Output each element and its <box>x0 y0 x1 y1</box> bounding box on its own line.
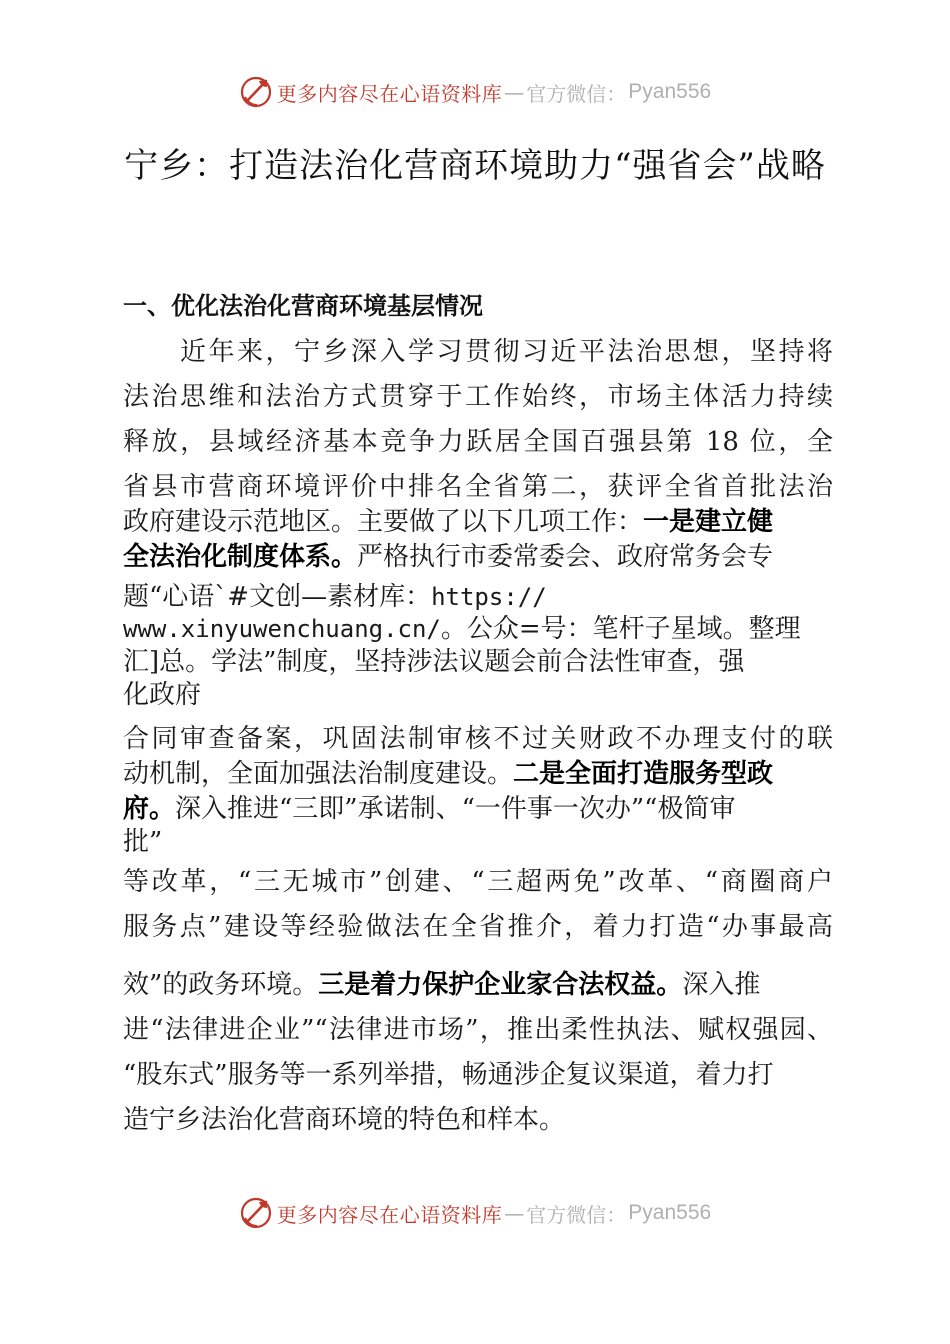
quill-logo-icon <box>239 1196 273 1230</box>
inline-url-part-1: https:// <box>431 583 547 611</box>
bold-point-three: 三是着力保护企业家合法权益。 <box>318 970 683 1000</box>
body-line-15: 等改革，“三无城市”创建、“三超两免”改革、“商圈商户 <box>123 867 833 897</box>
body-line-8 <box>123 612 833 646</box>
body-line-8-text: 。公众=号：笔杆子星域。整理 <box>440 614 801 644</box>
body-line-11: 合同审查备案，巩固法制审核不过关财政不办理支付的联 <box>123 724 833 754</box>
inline-url-part-2: www.xinyuwenchuang.cn/ <box>123 615 441 643</box>
bold-point-one-a: 一是建立健 <box>643 507 774 537</box>
body-line-18: 进“法律进企业”“法律进市场”，推出柔性执法、赋权强园、 <box>123 1015 833 1045</box>
watermark-wechat-id: Pyan556 <box>628 1201 712 1224</box>
body-line-10: 化政府 <box>123 680 202 710</box>
body-line-9: 汇]总。学法”制度，坚持涉法议题会前合法性审查，强 <box>123 647 745 677</box>
body-line-17-rest: 深入推 <box>682 970 761 1000</box>
body-line-3: 释放，县域经济基本竞争力跃居全国百强县第 18 位，全 <box>123 427 833 457</box>
body-line-20: 造宁乡法治化营商环境的特色和样本。 <box>123 1105 566 1135</box>
body-line-19: “股东式”服务等一系列举措，畅通涉企复议渠道，着力打 <box>123 1060 774 1090</box>
quill-logo-icon <box>239 75 273 109</box>
section-heading: 一、优化法治化营商环境基层情况 <box>123 292 483 320</box>
watermark-text: 更多内容尽在心语资料库 <box>276 1202 503 1227</box>
body-line-7 <box>123 580 833 614</box>
body-line-6 <box>123 540 833 574</box>
body-line-6-text: 严格执行市委常委会、政府常务会专 <box>357 542 774 572</box>
bold-point-two-a: 二是全面打造服务型政 <box>513 759 774 789</box>
watermark-banner-bottom <box>0 1193 950 1233</box>
body-line-7-text: 题“心语`#文创—素材库： <box>123 582 432 612</box>
document-title: 宁乡：打造法治化营商环境助力“强省会”战略 <box>124 146 826 186</box>
bold-point-one-b: 全法治化制度体系。 <box>123 542 358 572</box>
bold-point-two-b: 府。 <box>123 794 176 824</box>
watermark-text: 更多内容尽在心语资料库 <box>276 81 503 106</box>
body-line-16: 服务点”建设等经验做法在全省推介，着力打造“办事最高 <box>123 912 833 942</box>
body-line-13 <box>123 792 833 826</box>
watermark-wechat-label: 官方微信： <box>526 81 627 106</box>
body-line-17-text: 效”的政务环境。 <box>123 970 319 1000</box>
body-line-4: 省县市营商环境评价中排名全省第二，获评全省首批法治 <box>123 472 833 502</box>
watermark-banner-top <box>0 72 950 112</box>
watermark-separator: — <box>504 80 525 104</box>
body-line-2: 法治思维和法治方式贯穿于工作始终，市场主体活力持续 <box>123 382 833 412</box>
body-line-12-text: 动机制，全面加强法治制度建设。 <box>123 759 514 789</box>
watermark-separator: — <box>504 1201 525 1225</box>
body-line-17 <box>123 968 833 1002</box>
body-line-1: 近年来，宁乡深入学习贯彻习近平法治思想，坚持将 <box>123 337 833 367</box>
body-line-14: 批” <box>123 827 163 857</box>
body-line-13-text: 深入推进“三即”承诺制、“一件事一次办”“极简审 <box>175 794 736 824</box>
body-line-5 <box>123 505 833 539</box>
body-line-5-text: 政府建设示范地区。主要做了以下几项工作： <box>123 507 644 537</box>
watermark-wechat-label: 官方微信： <box>526 1202 627 1227</box>
watermark-wechat-id: Pyan556 <box>628 80 712 103</box>
body-line-12 <box>123 757 833 791</box>
